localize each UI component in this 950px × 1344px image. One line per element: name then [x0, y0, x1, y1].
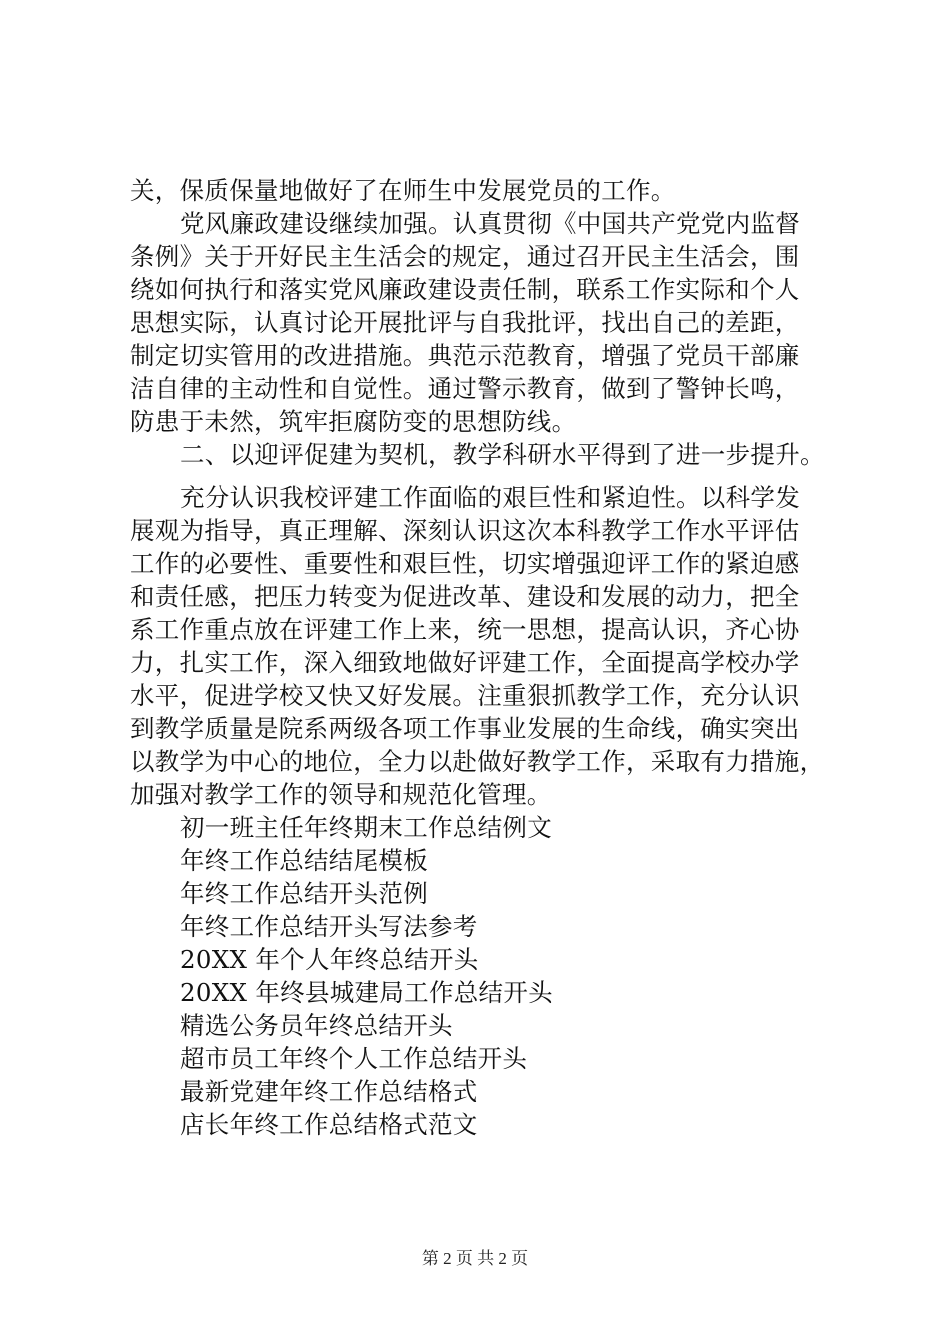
related-link[interactable]: 年终工作总结开头范例 [180, 879, 428, 908]
paragraph-line: 绕如何执行和落实党风廉政建设责任制，联系工作实际和个人 [130, 275, 800, 304]
section-heading: 二、以迎评促建为契机，教学科研水平得到了进一步提升。 [180, 440, 825, 469]
paragraph-line: 系工作重点放在评建工作上来，统一思想，提高认识，齐心协 [130, 615, 800, 644]
paragraph-line: 党风廉政建设继续加强。认真贯彻《中国共产党党内监督 [180, 209, 800, 238]
page-footer: 第 2 页 共 2 页 [421, 1249, 529, 1268]
paragraph-line: 思想实际，认真讨论开展批评与自我批评，找出自己的差距， [130, 308, 800, 337]
paragraph-line: 水平，促进学校又快又好发展。注重狠抓教学工作，充分认识 [130, 681, 800, 710]
related-link[interactable]: 初一班主任年终期末工作总结例文 [180, 813, 552, 842]
paragraph-line: 工作的必要性、重要性和艰巨性，切实增强迎评工作的紧迫感 [130, 549, 800, 578]
paragraph-line: 到教学质量是院系两级各项工作事业发展的生命线，确实突出 [130, 714, 800, 743]
related-link[interactable]: 最新党建年终工作总结格式 [180, 1077, 478, 1106]
paragraph-line: 关，保质保量地做好了在师生中发展党员的工作。 [130, 176, 676, 205]
related-link[interactable]: 年终工作总结开头写法参考 [180, 912, 478, 941]
paragraph-line: 加强对教学工作的领导和规范化管理。 [130, 780, 552, 809]
related-link[interactable]: 超市员工年终个人工作总结开头 [180, 1044, 528, 1073]
paragraph-line: 和责任感，把压力转变为促进改革、建设和发展的动力，把全 [130, 582, 800, 611]
paragraph-line: 条例》关于开好民主生活会的规定，通过召开民主生活会，围 [130, 242, 800, 271]
paragraph-line: 充分认识我校评建工作面临的艰巨性和紧迫性。以科学发 [180, 483, 800, 512]
paragraph-line: 制定切实管用的改进措施。典范示范教育，增强了党员干部廉 [130, 341, 800, 370]
related-link[interactable]: 20XX 年终县城建局工作总结开头 [180, 978, 553, 1007]
paragraph-line: 以教学为中心的地位，全力以赴做好教学工作，采取有力措施， [130, 747, 825, 776]
paragraph-line: 力，扎实工作，深入细致地做好评建工作，全面提高学校办学 [130, 648, 800, 677]
related-link[interactable]: 20XX 年个人年终总结开头 [180, 945, 479, 974]
paragraph-line: 展观为指导，真正理解、深刻认识这次本科教学工作水平评估 [130, 516, 800, 545]
related-link[interactable]: 精选公务员年终总结开头 [180, 1011, 453, 1040]
paragraph-line: 洁自律的主动性和自觉性。通过警示教育，做到了警钟长鸣， [130, 374, 800, 403]
paragraph-line: 防患于未然，筑牢拒腐防变的思想防线。 [130, 407, 577, 436]
related-link[interactable]: 店长年终工作总结格式范文 [180, 1110, 478, 1139]
related-link[interactable]: 年终工作总结结尾模板 [180, 846, 428, 875]
